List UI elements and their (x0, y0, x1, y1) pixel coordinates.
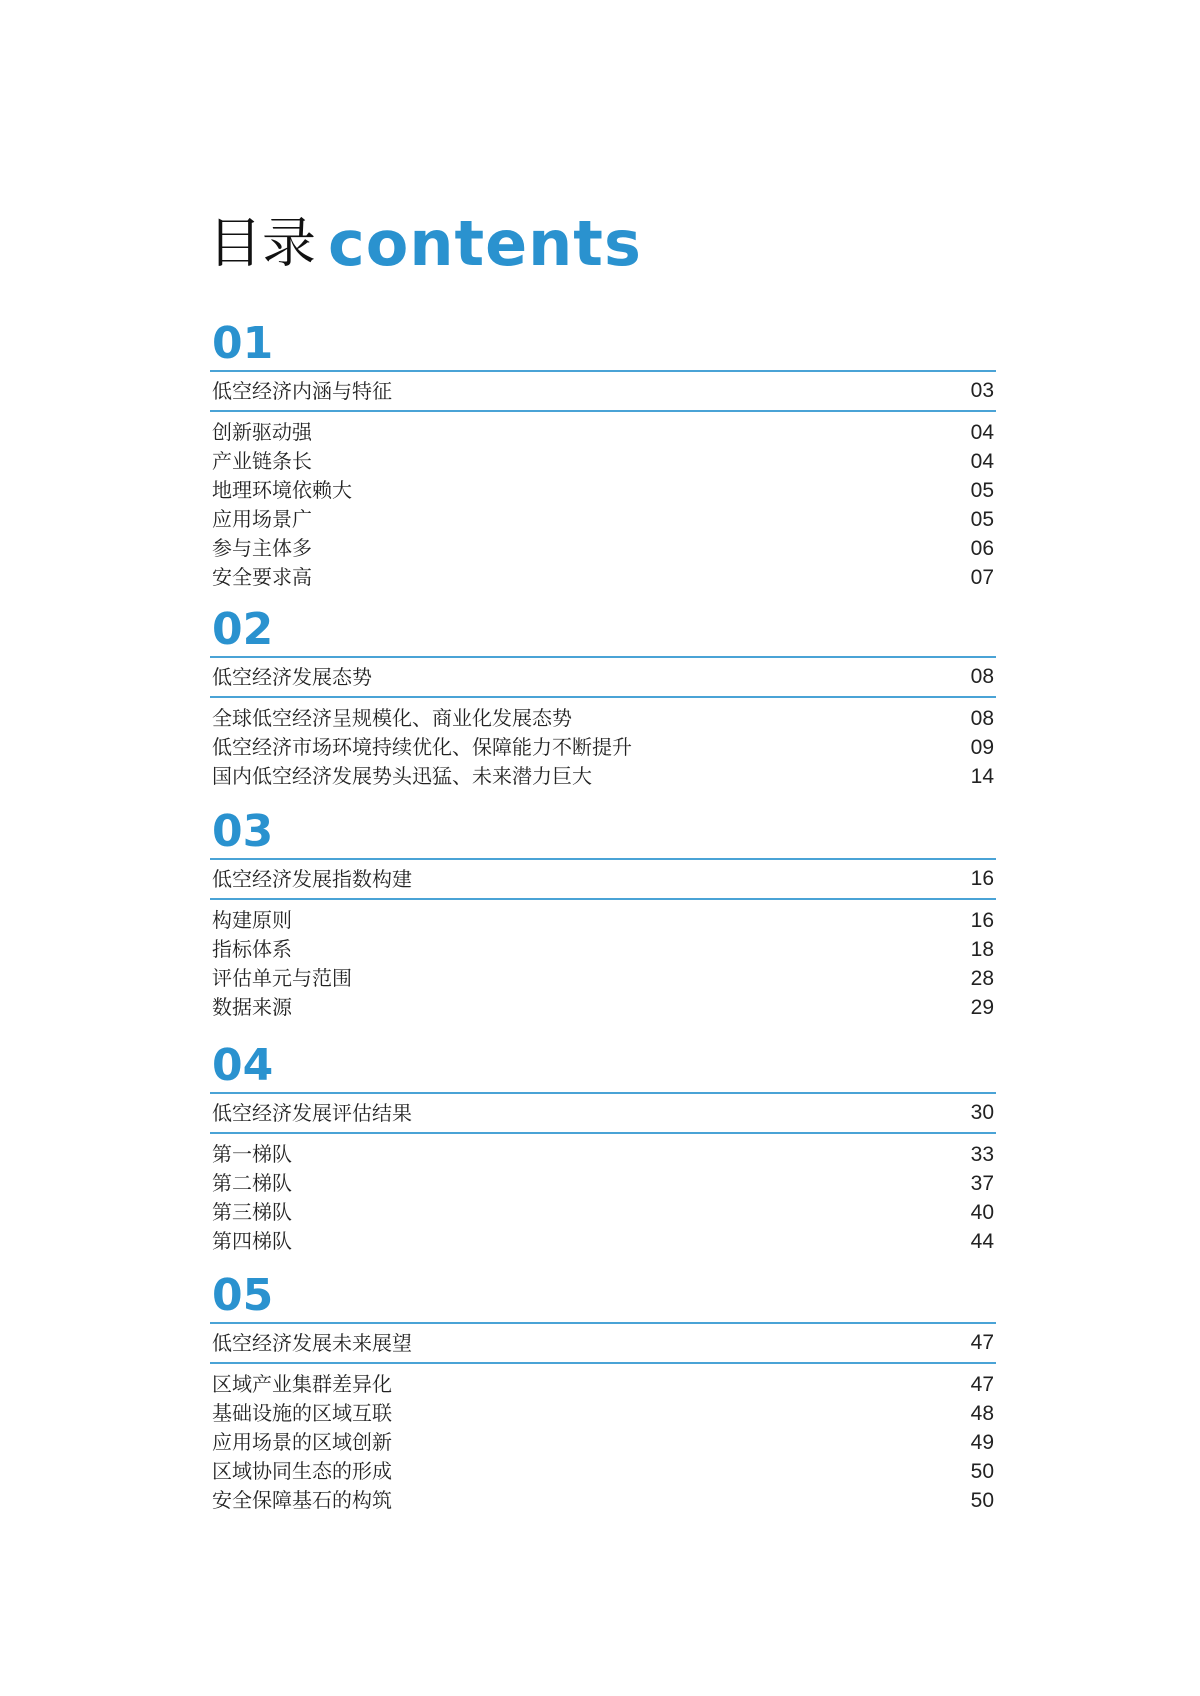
toc-entry[interactable] (210, 906, 996, 935)
toc-section (210, 1040, 996, 1256)
toc-entry-page: 07 (970, 566, 994, 589)
toc-entry-label: 第一梯队 (212, 1142, 292, 1166)
toc-entry[interactable] (210, 1399, 996, 1428)
toc-entry-page: 50 (970, 1460, 994, 1483)
toc-entry-page: 05 (970, 479, 994, 502)
section-header-page: 47 (970, 1331, 994, 1354)
toc-section (210, 806, 996, 1022)
toc-entry-page: 04 (970, 421, 994, 444)
section-number: 05 (212, 1270, 274, 1321)
section-header-label: 低空经济发展评估结果 (212, 1101, 412, 1125)
toc-entry[interactable] (210, 1169, 996, 1198)
toc-entry-page: 47 (970, 1373, 994, 1396)
toc-entry-page: 40 (970, 1201, 994, 1224)
toc-entry[interactable] (210, 447, 996, 476)
toc-entry-label: 基础设施的区域互联 (212, 1401, 392, 1425)
toc-section (210, 1270, 996, 1515)
toc-entry-label: 第四梯队 (212, 1229, 292, 1253)
toc-section (210, 318, 996, 592)
page-title (208, 208, 642, 278)
toc-entry[interactable] (210, 733, 996, 762)
section-number: 03 (212, 806, 274, 857)
toc-entry-page: 09 (970, 736, 994, 759)
toc-entry-page: 49 (970, 1431, 994, 1454)
toc-entry-page: 18 (970, 938, 994, 961)
section-header-label: 低空经济发展态势 (212, 665, 372, 689)
section-header[interactable] (210, 370, 996, 412)
toc-entry-page: 44 (970, 1230, 994, 1253)
section-items (210, 1140, 996, 1256)
toc-entry-page: 06 (970, 537, 994, 560)
toc-entry[interactable] (210, 762, 996, 791)
toc-entry-label: 第三梯队 (212, 1200, 292, 1224)
toc-entry[interactable] (210, 704, 996, 733)
toc-entry-label: 低空经济市场环境持续优化、保障能力不断提升 (212, 735, 632, 759)
title-english: contents (328, 206, 642, 280)
toc-entry-label: 安全保障基石的构筑 (212, 1488, 392, 1512)
section-number: 04 (212, 1040, 274, 1091)
section-header-label: 低空经济发展未来展望 (212, 1331, 412, 1355)
section-items (210, 1370, 996, 1515)
toc-entry-page: 28 (970, 967, 994, 990)
toc-entry[interactable] (210, 418, 996, 447)
toc-entry[interactable] (210, 534, 996, 563)
section-header-page: 30 (970, 1101, 994, 1124)
toc-entry[interactable] (210, 1370, 996, 1399)
section-header-label: 低空经济内涵与特征 (212, 379, 392, 403)
toc-entry[interactable] (210, 935, 996, 964)
toc-entry[interactable] (210, 1140, 996, 1169)
toc-entry-label: 参与主体多 (212, 536, 312, 560)
toc-entry-label: 地理环境依赖大 (212, 478, 352, 502)
toc-entry-label: 应用场景的区域创新 (212, 1430, 392, 1454)
section-header[interactable] (210, 1322, 996, 1364)
section-items (210, 418, 996, 592)
toc-entry-page: 08 (970, 707, 994, 730)
section-header[interactable] (210, 656, 996, 698)
section-number: 01 (212, 318, 274, 369)
toc-entry[interactable] (210, 1457, 996, 1486)
toc-entry-page: 14 (970, 765, 994, 788)
section-items (210, 906, 996, 1022)
toc-entry[interactable] (210, 964, 996, 993)
toc-entry-label: 国内低空经济发展势头迅猛、未来潜力巨大 (212, 764, 592, 788)
toc-entry-page: 50 (970, 1489, 994, 1512)
toc-entry-label: 安全要求高 (212, 565, 312, 589)
title-chinese: 目录 (208, 211, 316, 275)
toc-entry-page: 33 (970, 1143, 994, 1166)
toc-entry[interactable] (210, 476, 996, 505)
toc-entry[interactable] (210, 1486, 996, 1515)
toc-entry-page: 16 (970, 909, 994, 932)
toc-entry-label: 产业链条长 (212, 449, 312, 473)
section-items (210, 704, 996, 791)
section-header-page: 08 (970, 665, 994, 688)
toc-entry-label: 第二梯队 (212, 1171, 292, 1195)
toc-entry-label: 应用场景广 (212, 507, 312, 531)
section-header[interactable] (210, 858, 996, 900)
toc-entry-page: 04 (970, 450, 994, 473)
toc-entry-label: 区域协同生态的形成 (212, 1459, 392, 1483)
toc-entry-page: 48 (970, 1402, 994, 1425)
section-number: 02 (212, 604, 274, 655)
toc-entry-label: 评估单元与范围 (212, 966, 352, 990)
toc-entry-label: 区域产业集群差异化 (212, 1372, 392, 1396)
toc-entry-page: 05 (970, 508, 994, 531)
toc-entry[interactable] (210, 563, 996, 592)
section-header-page: 03 (970, 379, 994, 402)
toc-entry-label: 构建原则 (212, 908, 292, 932)
toc-entry-page: 29 (970, 996, 994, 1019)
section-header-page: 16 (970, 867, 994, 890)
section-header[interactable] (210, 1092, 996, 1134)
toc-entry-page: 37 (970, 1172, 994, 1195)
toc-entry[interactable] (210, 1428, 996, 1457)
toc-entry[interactable] (210, 993, 996, 1022)
toc-entry[interactable] (210, 1227, 996, 1256)
toc-entry[interactable] (210, 505, 996, 534)
toc-entry-label: 创新驱动强 (212, 420, 312, 444)
toc-entry-label: 数据来源 (212, 995, 292, 1019)
toc-entry-label: 指标体系 (212, 937, 292, 961)
toc-entry[interactable] (210, 1198, 996, 1227)
section-header-label: 低空经济发展指数构建 (212, 867, 412, 891)
toc-section (210, 604, 996, 791)
toc-entry-label: 全球低空经济呈规模化、商业化发展态势 (212, 706, 572, 730)
